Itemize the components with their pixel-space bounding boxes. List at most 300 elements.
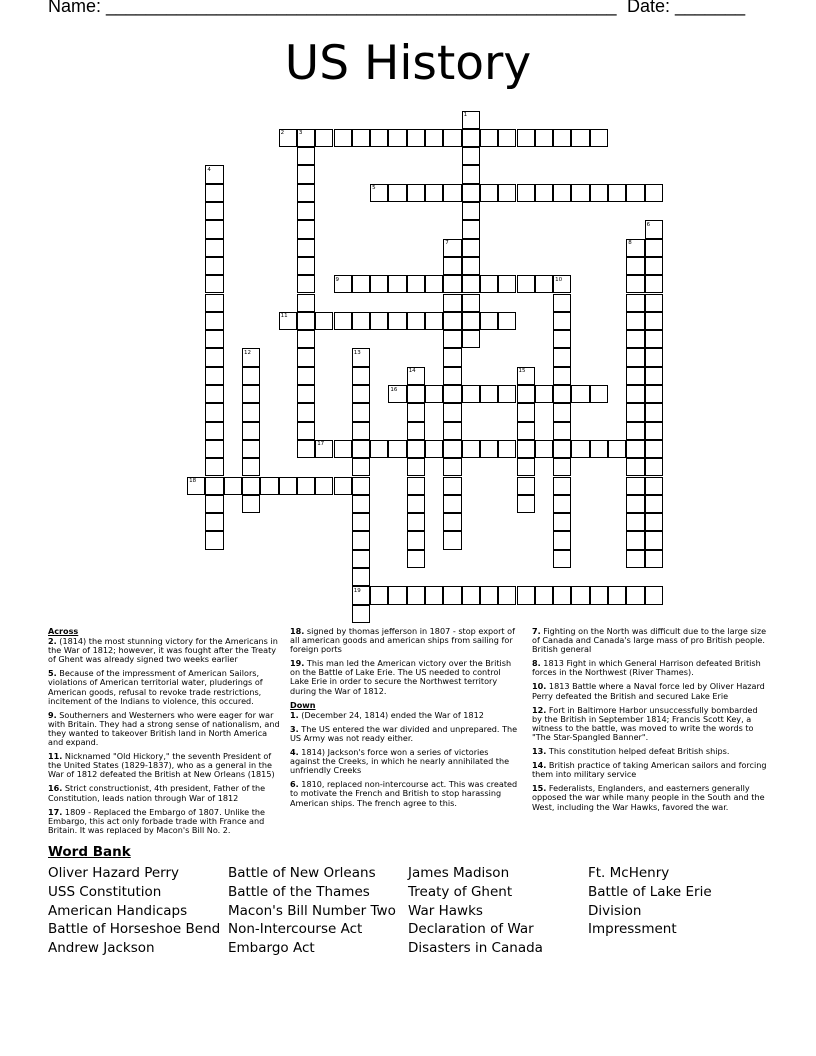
crossword-cell[interactable] — [315, 477, 333, 495]
crossword-cell[interactable] — [517, 184, 535, 202]
crossword-cell[interactable] — [425, 440, 443, 458]
crossword-cell[interactable] — [205, 257, 223, 275]
word-bank-title: Word Bank — [48, 844, 131, 860]
crossword-cell[interactable] — [443, 367, 461, 385]
crossword-cell[interactable] — [297, 275, 315, 293]
crossword-cell[interactable] — [645, 312, 663, 330]
crossword-cell[interactable] — [352, 513, 370, 531]
crossword-cell[interactable] — [297, 477, 315, 495]
crossword-cell[interactable] — [242, 440, 260, 458]
crossword-cell[interactable] — [352, 312, 370, 330]
crossword-cell[interactable] — [388, 275, 406, 293]
crossword-cell[interactable] — [205, 458, 223, 476]
crossword-cell[interactable] — [388, 129, 406, 147]
crossword-cell[interactable] — [480, 312, 498, 330]
crossword-cell[interactable] — [205, 422, 223, 440]
crossword-cell[interactable] — [498, 385, 516, 403]
crossword-cell[interactable] — [242, 385, 260, 403]
crossword-cell[interactable] — [535, 129, 553, 147]
crossword-cell[interactable] — [645, 586, 663, 604]
crossword-cell[interactable] — [297, 147, 315, 165]
crossword-cell[interactable] — [443, 440, 461, 458]
crossword-cell[interactable] — [242, 403, 260, 421]
crossword-cell[interactable] — [462, 294, 480, 312]
crossword-cell[interactable] — [553, 330, 571, 348]
crossword-cell[interactable] — [443, 184, 461, 202]
crossword-cell[interactable] — [443, 294, 461, 312]
crossword-cell[interactable] — [535, 275, 553, 293]
crossword-cell[interactable] — [553, 531, 571, 549]
word-bank-item: USS Constitution — [48, 883, 162, 900]
crossword-cell[interactable] — [535, 586, 553, 604]
crossword-cell[interactable] — [462, 440, 480, 458]
crossword-cell[interactable] — [462, 220, 480, 238]
crossword-cell[interactable] — [462, 275, 480, 293]
crossword-cell[interactable] — [517, 129, 535, 147]
crossword-cell[interactable] — [443, 586, 461, 604]
crossword-cell[interactable] — [425, 312, 443, 330]
crossword-cell[interactable] — [297, 220, 315, 238]
crossword-cell[interactable] — [553, 550, 571, 568]
word-bank-item: Battle of the Thames — [228, 883, 370, 900]
word-bank-item: Battle of Horseshoe Bend — [48, 921, 221, 938]
clue-number: 18 — [189, 478, 197, 484]
crossword-cell[interactable] — [297, 348, 315, 366]
clue-down-13: 13. This constitution helped defeat British ships. — [532, 746, 730, 757]
crossword-cell[interactable] — [352, 275, 370, 293]
crossword-cell[interactable] — [553, 440, 571, 458]
crossword-cell[interactable] — [443, 348, 461, 366]
crossword-cell[interactable] — [645, 184, 663, 202]
crossword-cell[interactable] — [626, 312, 644, 330]
crossword-cell[interactable] — [407, 495, 425, 513]
crossword-cell[interactable] — [370, 312, 388, 330]
crossword-cell[interactable] — [626, 422, 644, 440]
crossword-cell[interactable] — [571, 184, 589, 202]
crossword-cell[interactable] — [480, 586, 498, 604]
crossword-cell[interactable] — [297, 422, 315, 440]
clue-number: 13 — [353, 349, 361, 356]
crossword-cell[interactable] — [242, 422, 260, 440]
crossword-cell[interactable] — [205, 312, 223, 330]
word-bank-item: Andrew Jackson — [48, 940, 155, 957]
crossword-cell[interactable] — [297, 165, 315, 183]
crossword-cell[interactable] — [462, 586, 480, 604]
crossword-cell[interactable] — [352, 403, 370, 421]
crossword-cell[interactable] — [370, 275, 388, 293]
crossword-cell[interactable] — [297, 385, 315, 403]
crossword-cell[interactable] — [425, 184, 443, 202]
crossword-cell[interactable] — [297, 202, 315, 220]
crossword-cell[interactable] — [352, 385, 370, 403]
crossword-cell[interactable] — [260, 477, 278, 495]
crossword-cell[interactable] — [517, 495, 535, 513]
crossword-cell[interactable] — [407, 586, 425, 604]
clue-number: 4 — [207, 166, 211, 173]
crossword-cell[interactable] — [443, 495, 461, 513]
crossword-cell[interactable] — [645, 257, 663, 275]
crossword-cell[interactable] — [626, 330, 644, 348]
clue-across-18: 18. signed by thomas jefferson in 1807 - stop export of all american goods and american ships from sailing for foreign ports — [290, 626, 515, 655]
word-bank-column-4 — [588, 864, 712, 939]
crossword-cell[interactable] — [645, 550, 663, 568]
crossword-cell[interactable] — [462, 165, 480, 183]
crossword-cell[interactable] — [205, 403, 223, 421]
crossword-cell[interactable] — [645, 330, 663, 348]
clue-across-5: 5. Because of the impressment of American Sailors, violations of American territorial water, pluderings of American goods, refusal to revoke trade restrictions, incitement of the Indians to violence, this occured. — [48, 668, 263, 706]
crossword-cell[interactable] — [370, 129, 388, 147]
crossword-cell[interactable] — [626, 513, 644, 531]
crossword-cell[interactable] — [553, 385, 571, 403]
clue-number: 19 — [353, 587, 361, 594]
crossword-cell[interactable] — [334, 129, 352, 147]
crossword-cell[interactable] — [480, 184, 498, 202]
word-bank-item: Non-Intercourse Act — [228, 921, 363, 938]
crossword-cell[interactable] — [553, 294, 571, 312]
clue-number: 8 — [628, 240, 632, 247]
crossword-cell[interactable] — [626, 184, 644, 202]
word-bank-item: American Handicaps — [48, 902, 188, 919]
crossword-cell[interactable] — [205, 531, 223, 549]
crossword-cell[interactable] — [205, 385, 223, 403]
crossword-cell[interactable] — [407, 440, 425, 458]
crossword-cell[interactable] — [370, 586, 388, 604]
crossword-cell[interactable] — [517, 458, 535, 476]
clue-number: 16 — [390, 386, 398, 393]
word-bank-item: Disasters in Canada — [408, 940, 543, 957]
crossword-cell[interactable] — [626, 477, 644, 495]
crossword-cell[interactable] — [242, 458, 260, 476]
crossword-cell[interactable] — [480, 385, 498, 403]
crossword-cell[interactable] — [517, 477, 535, 495]
clue-down-3: 3. The US entered the war divided and unprepared. The US Army was not ready either. — [290, 723, 518, 743]
crossword-cell[interactable] — [407, 403, 425, 421]
crossword-cell[interactable] — [498, 586, 516, 604]
crossword-cell[interactable] — [407, 275, 425, 293]
crossword-cell[interactable] — [443, 531, 461, 549]
word-bank-item: Battle of New Orleans — [228, 865, 376, 881]
date-field-label[interactable]: Date: _______ — [627, 0, 746, 16]
clue-across-16: 16. Strict constructionist, 4th president, Father of the Constitution, leads nation through War of 1812 — [48, 783, 266, 803]
clue-number: 11 — [280, 313, 288, 320]
crossword-cell[interactable] — [553, 312, 571, 330]
crossword-cell[interactable] — [315, 312, 333, 330]
clue-down-1: 1. (December 24, 1814) ended the War of 1812 — [290, 709, 484, 720]
word-bank-column-3 — [408, 864, 543, 958]
word-bank-column-1 — [48, 864, 220, 958]
clue-number: 10 — [555, 276, 563, 283]
crossword-cell[interactable] — [242, 477, 260, 495]
crossword-cell[interactable] — [205, 220, 223, 238]
crossword-cell[interactable] — [626, 385, 644, 403]
crossword-cell[interactable] — [645, 440, 663, 458]
crossword-cell[interactable] — [315, 129, 333, 147]
crossword-cell[interactable] — [352, 367, 370, 385]
crossword-cell[interactable] — [407, 312, 425, 330]
word-bank-item: Oliver Hazard Perry — [48, 865, 180, 881]
clue-number: 6 — [646, 221, 651, 228]
crossword-cell[interactable] — [297, 367, 315, 385]
crossword-cell[interactable] — [205, 440, 223, 458]
crossword-cell[interactable] — [352, 495, 370, 513]
crossword-cell[interactable] — [443, 330, 461, 348]
crossword-cell[interactable] — [626, 531, 644, 549]
crossword-cell[interactable] — [443, 312, 461, 330]
crossword-cell[interactable] — [626, 440, 644, 458]
clue-down-15: 15. Federalists, Englanders, and easterners generally opposed the war while many people in the South and the West, including the War Hawks, favored the war. — [532, 783, 765, 812]
crossword-cell[interactable] — [626, 294, 644, 312]
crossword-cell[interactable] — [517, 586, 535, 604]
crossword-cell[interactable] — [571, 385, 589, 403]
crossword-cell[interactable] — [407, 422, 425, 440]
crossword-cell[interactable] — [443, 458, 461, 476]
crossword-cell[interactable] — [443, 275, 461, 293]
clue-number: 9 — [335, 276, 339, 283]
crossword-cell[interactable] — [462, 239, 480, 257]
word-bank-item: James Madison — [408, 865, 510, 881]
word-bank-item: Macon's Bill Number Two — [228, 902, 396, 919]
crossword-cell[interactable] — [645, 348, 663, 366]
crossword-cell[interactable] — [407, 129, 425, 147]
crossword-cell[interactable] — [388, 586, 406, 604]
clue-down-6: 6. 1810, replaced non-intercourse act. This was created to motivate the French and British to stop harassing American ships. The french agree to this. — [290, 779, 518, 808]
crossword-cell[interactable] — [480, 275, 498, 293]
crossword-cell[interactable] — [517, 440, 535, 458]
crossword-cell[interactable] — [407, 184, 425, 202]
crossword-cell[interactable] — [462, 312, 480, 330]
word-bank-item: Battle of Lake Erie — [588, 883, 712, 900]
crossword-cell[interactable] — [297, 294, 315, 312]
crossword-cell[interactable] — [205, 202, 223, 220]
crossword-cell[interactable] — [590, 129, 608, 147]
crossword-cell[interactable] — [297, 239, 315, 257]
word-bank-item: Impressment — [588, 921, 677, 938]
crossword-cell[interactable] — [645, 367, 663, 385]
crossword-cell[interactable] — [388, 440, 406, 458]
across-heading: Across — [48, 626, 79, 636]
crossword-cell[interactable] — [498, 440, 516, 458]
crossword-cell[interactable] — [425, 586, 443, 604]
crossword-cell[interactable] — [205, 184, 223, 202]
word-bank-item: Treaty of Ghent — [408, 883, 513, 900]
crossword-cell[interactable] — [462, 385, 480, 403]
crossword-cell[interactable] — [645, 458, 663, 476]
crossword-cell[interactable] — [205, 294, 223, 312]
crossword-cell[interactable] — [626, 275, 644, 293]
clue-number: 5 — [372, 185, 376, 192]
crossword-cell[interactable] — [388, 312, 406, 330]
crossword-cell[interactable] — [498, 275, 516, 293]
crossword-cell[interactable] — [626, 495, 644, 513]
crossword-cell[interactable] — [352, 477, 370, 495]
crossword-cell[interactable] — [553, 403, 571, 421]
crossword-cell[interactable] — [553, 367, 571, 385]
crossword-cell[interactable] — [462, 330, 480, 348]
crossword-cell[interactable] — [205, 513, 223, 531]
crossword-cell[interactable] — [352, 458, 370, 476]
crossword-cell[interactable] — [352, 440, 370, 458]
clue-number: 12 — [244, 349, 251, 356]
crossword-cell[interactable] — [517, 385, 535, 403]
crossword-cell[interactable] — [553, 348, 571, 366]
crossword-cell[interactable] — [626, 550, 644, 568]
crossword-cell[interactable] — [462, 184, 480, 202]
crossword-cell[interactable] — [626, 367, 644, 385]
crossword-cell[interactable] — [535, 440, 553, 458]
crossword-cell[interactable] — [553, 477, 571, 495]
crossword-cell[interactable] — [352, 568, 370, 586]
crossword-cell[interactable] — [553, 184, 571, 202]
crossword-cell[interactable] — [407, 458, 425, 476]
crossword-cell[interactable] — [443, 385, 461, 403]
clues-column-2 — [290, 627, 520, 813]
crossword-cell[interactable] — [370, 440, 388, 458]
crossword-cell[interactable] — [352, 550, 370, 568]
crossword-cell[interactable] — [480, 440, 498, 458]
crossword-cell[interactable] — [407, 550, 425, 568]
crossword-cell[interactable] — [645, 403, 663, 421]
clue-number: 7 — [445, 240, 449, 247]
page-title: US History — [284, 36, 532, 91]
crossword-cell[interactable] — [517, 422, 535, 440]
crossword-cell[interactable] — [443, 257, 461, 275]
word-bank-item: Declaration of War — [408, 921, 534, 938]
crossword-cell[interactable] — [224, 477, 242, 495]
crossword-cell[interactable] — [645, 275, 663, 293]
crossword-cell[interactable] — [334, 312, 352, 330]
crossword-cell[interactable] — [626, 403, 644, 421]
crossword-cell[interactable] — [462, 129, 480, 147]
crossword-cell[interactable] — [242, 495, 260, 513]
crossword-cell[interactable] — [462, 202, 480, 220]
crossword-cell[interactable] — [590, 586, 608, 604]
crossword-cell[interactable] — [645, 239, 663, 257]
crossword-cell[interactable] — [334, 440, 352, 458]
crossword-cell[interactable] — [205, 477, 223, 495]
clue-down-12: 12. Fort in Baltimore Harbor unsuccessfully bombarded by the British in September 1814; Francis Scott Key, a witness to the battle, was moved to write the words to "The Star-Spangled Banner". — [532, 704, 758, 742]
crossword-cell[interactable] — [590, 385, 608, 403]
crossword-cell[interactable] — [205, 367, 223, 385]
word-bank-item: Division — [588, 902, 642, 919]
clues-column-1 — [48, 627, 280, 840]
crossword-cell[interactable] — [626, 586, 644, 604]
crossword-cell[interactable] — [645, 495, 663, 513]
crossword-cell[interactable] — [205, 348, 223, 366]
clue-down-14: 14. British practice of taking American sailors and forcing them into military service — [532, 760, 767, 780]
word-bank-item: Ft. McHenry — [588, 865, 670, 881]
crossword-cell[interactable] — [517, 275, 535, 293]
clue-across-9: 9. Southerners and Westerners who were eager for war with Britain. They had a strong sense of nationalism, and they wanted to takeover British land in North America and expand. — [48, 709, 280, 748]
crossword-cell[interactable] — [553, 458, 571, 476]
crossword-cell[interactable] — [498, 129, 516, 147]
crossword-cell[interactable] — [553, 513, 571, 531]
clues-column-3 — [532, 627, 768, 817]
crossword-cell[interactable] — [462, 147, 480, 165]
crossword-cell[interactable] — [645, 531, 663, 549]
clue-across-19: 19. This man led the American victory over the British on the Battle of Lake Erie. The US needed to control Lake Erie in order to secure the Northwest territory during the War of 1812. — [290, 658, 512, 696]
crossword-cell[interactable] — [297, 257, 315, 275]
crossword-cell[interactable] — [407, 513, 425, 531]
crossword-cell[interactable] — [645, 477, 663, 495]
crossword-cell[interactable] — [205, 275, 223, 293]
crossword-cell[interactable] — [425, 275, 443, 293]
crossword-cell[interactable] — [205, 330, 223, 348]
clue-number: 14 — [408, 368, 416, 375]
crossword-cell[interactable] — [297, 312, 315, 330]
crossword-cell[interactable] — [498, 184, 516, 202]
crossword-cell[interactable] — [443, 477, 461, 495]
crossword-cell[interactable] — [443, 422, 461, 440]
crossword-cell[interactable] — [590, 440, 608, 458]
crossword-cell[interactable] — [205, 239, 223, 257]
crossword-cell[interactable] — [535, 385, 553, 403]
crossword-cell[interactable] — [352, 129, 370, 147]
crossword-cell[interactable] — [571, 586, 589, 604]
clue-across-17: 17. 1809 - Replaced the Embargo of 1807. Unlike the Embargo, this act only forbade trade with France and Britain. It was replaced by Macon's Bill No. 2. — [48, 806, 266, 835]
crossword-cell[interactable] — [645, 513, 663, 531]
crossword-cell[interactable] — [645, 422, 663, 440]
crossword-cell[interactable] — [553, 422, 571, 440]
crossword-cell[interactable] — [535, 184, 553, 202]
crossword-cell[interactable] — [553, 129, 571, 147]
crossword-cell[interactable] — [334, 477, 352, 495]
crossword-cell[interactable] — [352, 531, 370, 549]
crossword-cell[interactable] — [571, 440, 589, 458]
crossword-cell[interactable] — [590, 184, 608, 202]
crossword-cell[interactable] — [608, 440, 626, 458]
crossword-cell[interactable] — [407, 385, 425, 403]
crossword-cell[interactable] — [297, 330, 315, 348]
crossword-cell[interactable] — [297, 403, 315, 421]
crossword-cell[interactable] — [443, 403, 461, 421]
crossword-cell[interactable] — [553, 495, 571, 513]
crossword-cell[interactable] — [462, 257, 480, 275]
crossword-cell[interactable] — [425, 385, 443, 403]
crossword-cell[interactable] — [553, 586, 571, 604]
clue-across-2: 2. (1814) the most stunning victory for the Americans in the War of 1812; however, it was fought after the Treaty of Ghent was already signed two weeks earlier — [48, 636, 278, 665]
crossword-cell[interactable] — [297, 440, 315, 458]
crossword-cell[interactable] — [626, 257, 644, 275]
clue-down-8: 8. 1813 Fight in which General Harrison defeated British forces in the Northwest (River Thames). — [532, 658, 761, 678]
name-field-label[interactable]: Name: ___________________________________________________ — [48, 0, 617, 16]
crossword-cell[interactable] — [608, 586, 626, 604]
crossword-cell[interactable] — [443, 129, 461, 147]
clue-down-10: 10. 1813 Battle where a Naval force led by Oliver Hazard Perry defeated the British and secured Lake Erie — [532, 681, 765, 701]
crossword-cell[interactable] — [407, 531, 425, 549]
crossword-cell[interactable] — [297, 184, 315, 202]
clue-across-11: 11. Nicknamed "Old Hickory," the seventh President of the United States (1829-1837), who as a general in the War of 1812 defeated the British at New Orleans (1815) — [48, 751, 275, 780]
crossword-cell[interactable] — [242, 367, 260, 385]
crossword-cell[interactable] — [645, 385, 663, 403]
crossword-cell[interactable] — [480, 129, 498, 147]
crossword-cell[interactable] — [626, 458, 644, 476]
crossword-cell[interactable] — [425, 129, 443, 147]
crossword-cell[interactable] — [279, 477, 297, 495]
crossword-cell[interactable] — [498, 312, 516, 330]
crossword-cell[interactable] — [608, 184, 626, 202]
crossword-cell[interactable] — [205, 495, 223, 513]
clue-number: 1 — [463, 112, 468, 118]
crossword-cell[interactable] — [407, 477, 425, 495]
crossword-cell[interactable] — [443, 513, 461, 531]
crossword-cell[interactable] — [388, 184, 406, 202]
crossword-cell[interactable] — [517, 403, 535, 421]
crossword-cell[interactable] — [626, 348, 644, 366]
crossword-cell[interactable] — [352, 605, 370, 623]
crossword-cell[interactable] — [352, 422, 370, 440]
crossword-cell[interactable] — [645, 294, 663, 312]
crossword-cell[interactable] — [571, 129, 589, 147]
